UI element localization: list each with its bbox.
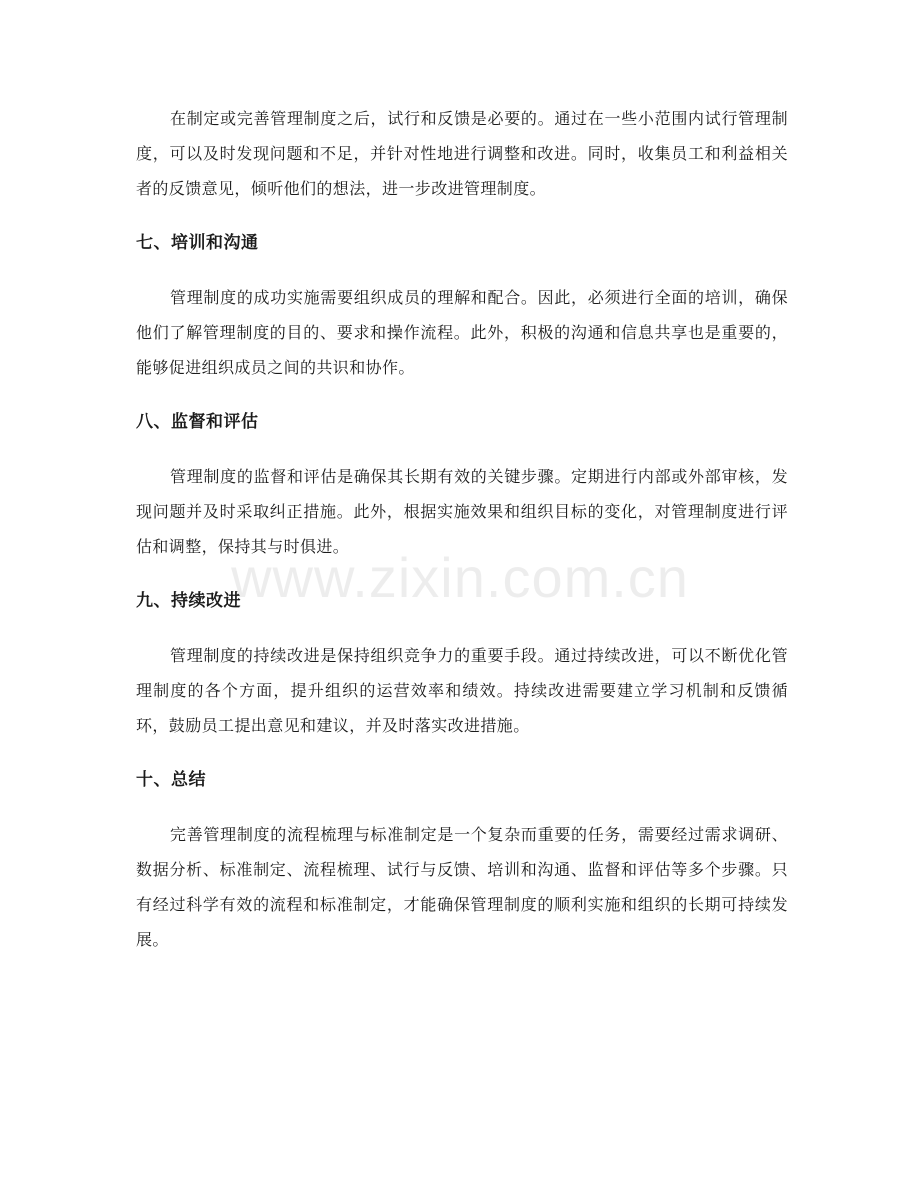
- document-body: [136, 101, 788, 957]
- heading-summary: 十、总结: [136, 770, 206, 790]
- spacer: [136, 385, 788, 405]
- paragraph-supervision-evaluation: 管理制度的监督和评估是确保其长期有效的关键步骤。定期进行内部或外部审核，发现问题并及时采取纠正措施。此外，根据实施效果和组织目标的变化，对管理制度进行评估和调整，保持其与时俱进。: [136, 467, 788, 556]
- watermark-text: www.zixin.com.cn: [231, 546, 689, 609]
- spacer: [136, 797, 788, 817]
- spacer: [136, 564, 788, 584]
- paragraph-training-communication: 管理制度的成功实施需要组织成员的理解和配合。因此，必须进行全面的培训，确保他们了解管理制度的目的、要求和操作流程。此外，积极的沟通和信息共享也是重要的，能够促进组织成员之间的共识和协作。: [136, 288, 788, 377]
- heading-continuous-improvement: 九、持续改进: [136, 591, 241, 611]
- paragraph-summary: 完善管理制度的流程梳理与标准制定是一个复杂而重要的任务，需要经过需求调研、数据分析、标准制定、流程梳理、试行与反馈、培训和沟通、监督和评估等多个步骤。只有经过科学有效的流程和标准制定，才能确保管理制度的顺利实施和组织的长期可持续发展。: [136, 825, 788, 949]
- paragraph-continuous-improvement: 管理制度的持续改进是保持组织竞争力的重要手段。通过持续改进，可以不断优化管理制度的各个方面，提升组织的运营效率和绩效。持续改进需要建立学习机制和反馈循环，鼓励员工提出意见和建议，并及时落实改进措施。: [136, 646, 788, 735]
- spacer: [136, 618, 788, 638]
- spacer: [136, 206, 788, 226]
- spacer: [136, 260, 788, 280]
- spacer: [136, 439, 788, 459]
- spacer: [136, 743, 788, 763]
- heading-supervision-evaluation: 八、监督和评估: [136, 412, 259, 432]
- heading-training-communication: 七、培训和沟通: [136, 233, 259, 253]
- paragraph-trial-feedback: 在制定或完善管理制度之后，试行和反馈是必要的。通过在一些小范围内试行管理制度，可以及时发现问题和不足，并针对性地进行调整和改进。同时，收集员工和利益相关者的反馈意见，倾听他们的想法，进一步改进管理制度。: [136, 109, 788, 198]
